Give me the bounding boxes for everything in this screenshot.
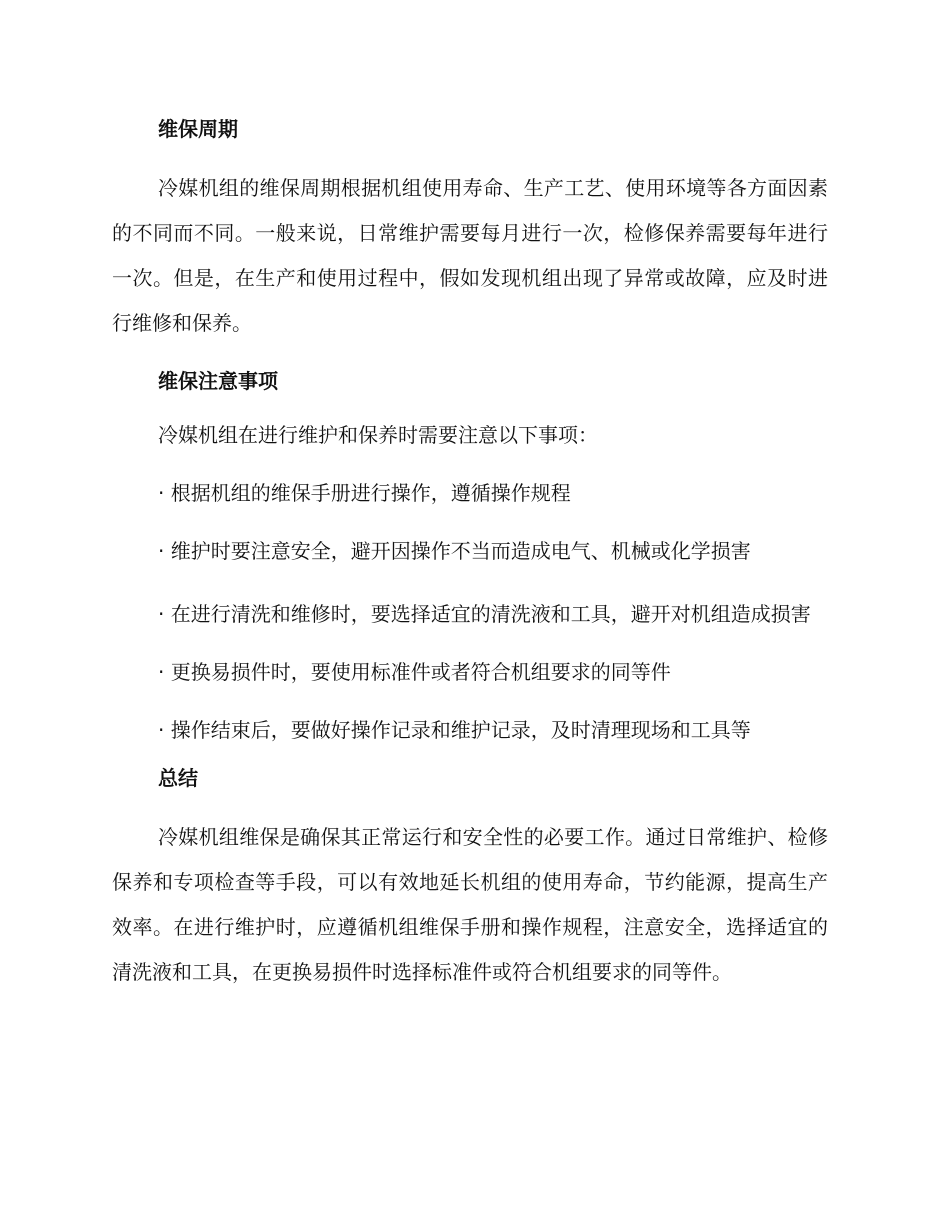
list-item: · 在进行清洗和维修时，要选择适宜的清洗液和工具，避开对机组造成损害 [158,602,811,626]
list-item: · 根据机组的维保手册进行操作，遵循操作规程 [158,481,571,505]
paragraph-notes-intro: 冷媒机组在进行维护和保养时需要注意以下事项： [158,423,598,447]
list-item: · 操作结束后，要做好操作记录和维护记录，及时清理现场和工具等 [158,718,751,742]
paragraph-maintenance-cycle: 冷媒机组的维保周期根据机组使用寿命、生产工艺、使用环境等各方面因素的不同而不同。一般来说，日常维护需要每月进行一次，检修保养需要每年进行一次。但是，在生产和使用过程中，假如发现机组出现了异常或故障，应及时进行维修和保养。 [112,176,828,335]
section-heading-maintenance-cycle: 维保周期 [158,117,238,141]
list-item: · 维护时要注意安全，避开因操作不当而造成电气、机械或化学损害 [158,539,751,563]
section-heading-maintenance-notes: 维保注意事项 [158,369,278,393]
list-item: · 更换易损件时，要使用标准件或者符合机组要求的同等件 [158,660,671,684]
paragraph-summary: 冷媒机组维保是确保其正常运行和安全性的必要工作。通过日常维护、检修保养和专项检查等手段，可以有效地延长机组的使用寿命，节约能源，提高生产效率。在进行维护时，应遵循机组维保手册和操作规程，注意安全，选择适宜的清洗液和工具，在更换易损件时选择标准件或符合机组要求的同等件。 [112,825,828,984]
section-heading-summary: 总结 [158,766,198,790]
